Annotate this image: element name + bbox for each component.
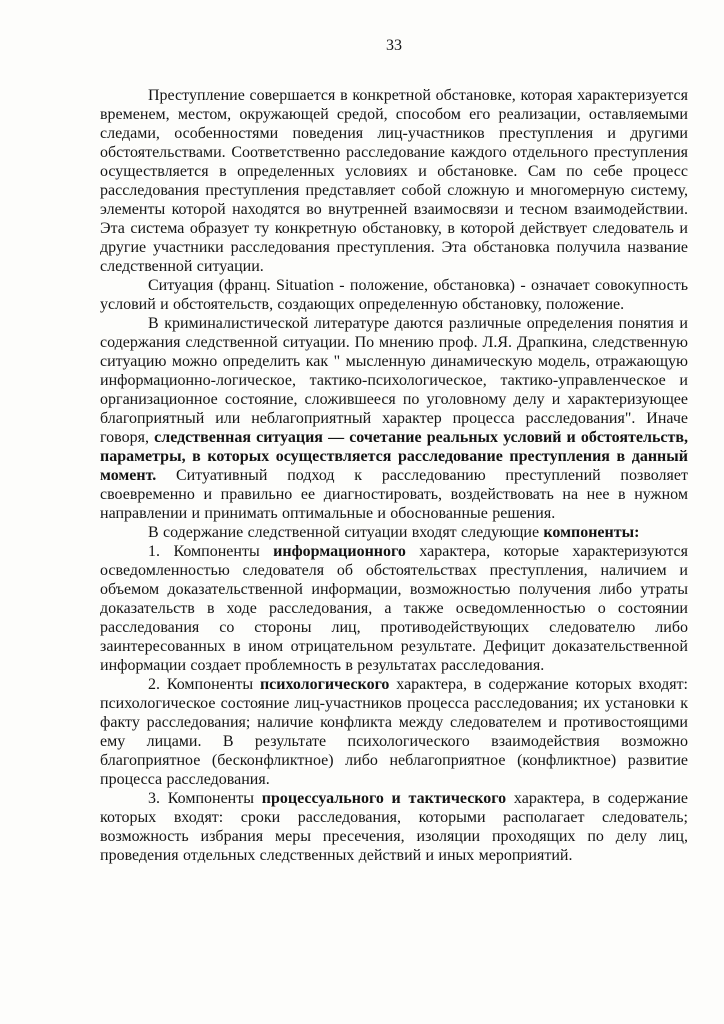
paragraph bbox=[100, 789, 688, 865]
text-run: Ситуативный подход к расследованию преступлений позволяет своевременно и правильно ее диагностировать, воздействовать на нее в нужном направлении и принимать оптимальные и обоснованные решения. bbox=[100, 467, 688, 522]
paragraph bbox=[100, 86, 688, 276]
text-block bbox=[100, 86, 688, 865]
paragraph bbox=[100, 314, 688, 523]
text-run: В криминалистической литературе даются различные определения понятия и содержания следственной ситуации. По мнению проф. Л.Я. Драпкина, следственную ситуацию можно определить как " мысленную динамическую модель, отражающую информационно-логическое, тактико-психологическое, тактико-управленческое и организационное состояние, сложившееся по уголовному делу и характеризующее благоприятный или неблагоприятный характер процесса расследования". Иначе говоря, bbox=[100, 315, 688, 446]
page-number: 33 bbox=[386, 37, 402, 54]
bold-text-run: компоненты: bbox=[543, 524, 640, 541]
bold-text-run: информационного bbox=[273, 543, 406, 560]
bold-text-run: процессуального и тактического bbox=[261, 790, 507, 807]
text-run: В содержание следственной ситуации входят следующие bbox=[148, 524, 544, 541]
text-run: 1. Компоненты bbox=[148, 543, 274, 560]
paragraph bbox=[100, 523, 688, 542]
bold-text-run: психологического bbox=[259, 676, 390, 693]
paragraph bbox=[100, 675, 688, 789]
text-run: Преступление совершается в конкретной обстановке, которая характеризуется временем, местом, окружающей средой, способом его реализации, оставляемыми следами, особенностями поведения лиц-участников преступления и другими обстоятельствами. Соответственно расследование каждого отдельного преступления осуществляется в определенных условиях и обстановке. Сам по себе процесс расследования преступления представляет собой сложную и многомерную систему, элементы которой находятся во внутренней взаимосвязи и тесном взаимодействии. Эта система образует ту конкретную обстановку, в которой действует следователь и другие участники расследования преступления. Эта обстановка получила название следственной ситуации. bbox=[100, 87, 688, 275]
text-run: характера, в содержание которых входят: психологическое состояние лиц-участников процесса расследования; их установки к факту расследования; наличие конфликта между следователем и противостоящими ему лицами. В результате психологического взаимодействия возможно благоприятное (бесконфликтное) либо неблагоприятное (конфликтное) развитие процесса расследования. bbox=[100, 676, 689, 788]
text-run: характера, в содержание которых входят: сроки расследования, которыми располагает следователь; возможность избрания меры пресечения, изоляции проходящих по делу лиц, проведения отдельных следственных действий и иных мероприятий. bbox=[100, 790, 689, 864]
text-run: Ситуация (франц. Situation - положение, обстановка) - означает совокупность условий и обстоятельств, создающих определенную обстановку, положение. bbox=[100, 277, 688, 313]
paragraph bbox=[100, 542, 688, 675]
text-run: характера, которые характеризуются осведомленностью следователя об обстоятельствах преступления, наличием и объемом доказательственной информации, возможностью получения либо утраты доказательств в ходе расследования, а также осведомленностью о состоянии расследования со стороны лиц, противодействующих следователю либо заинтересованных в ином отрицательном результате. Дефицит доказательственной информации создает проблемность в результатах расследования. bbox=[100, 543, 688, 674]
paragraph bbox=[100, 276, 688, 314]
text-run: 3. Компоненты bbox=[148, 790, 262, 807]
bold-text-run: следственная ситуация — сочетание реальных условий и обстоятельств, параметры, в которых осуществляется расследование преступления в данный момент. bbox=[100, 429, 689, 484]
text-run: 2. Компоненты bbox=[148, 676, 260, 693]
